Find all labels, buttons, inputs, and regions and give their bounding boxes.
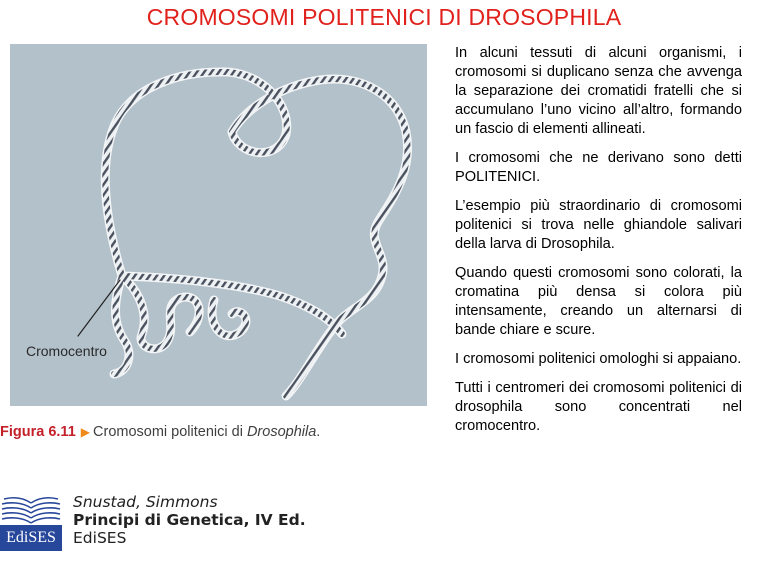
paragraph-1: In alcuni tessuti di alcuni organismi, i cromosomi si duplicano senza che avvenga la separazione dei cromatidi fratelli che si accumulano l’uno vicino all’altro, formando un fascio di elementi allineati. [455,45,742,137]
paragraph-4: Quando questi cromosomi sono colorati, la cromatina più densa si colora più intensamente, creando un alternarsi di bande chiare e scure. [455,265,742,338]
caption-arrow-icon: ▶ [80,425,91,439]
open-book-icon [0,491,62,525]
book-title: Principi di Genetica, IV Ed. [73,511,306,529]
caption-italic: Drosophila [246,424,317,440]
slide-title: CROMOSOMI POLITENICI DI DROSOPHILA [146,4,622,30]
edises-logo [0,491,62,551]
paragraph-2: I cromosomi che ne derivano sono detti POLITENICI. [455,150,742,185]
polytene-chromosome-micrograph [10,44,427,406]
book-publisher: EdiSES [73,529,127,547]
paragraph-5: I cromosomi politenici omologhi si appaiano. [455,351,742,367]
edises-logo-text: EdiSES [0,525,62,551]
paragraph-3: L’esempio più straordinario di cromosomi politenici si trova nelle ghiandole salivari della larva di Drosophila. [455,198,742,252]
caption-text: Cromosomi politenici di [93,424,247,440]
figure-number: Figura 6.11 [0,424,76,440]
paragraph-6: Tutti i centromeri dei cromosomi politenici di drosophila sono concentrati nel cromocentro. [455,380,742,434]
cromocentro-label: Cromocentro [26,343,107,359]
text-column [455,44,742,446]
book-authors: Snustad, Simmons [73,493,218,511]
figure-caption [0,424,320,440]
book-reference [73,493,306,547]
caption-end: . [316,424,321,440]
